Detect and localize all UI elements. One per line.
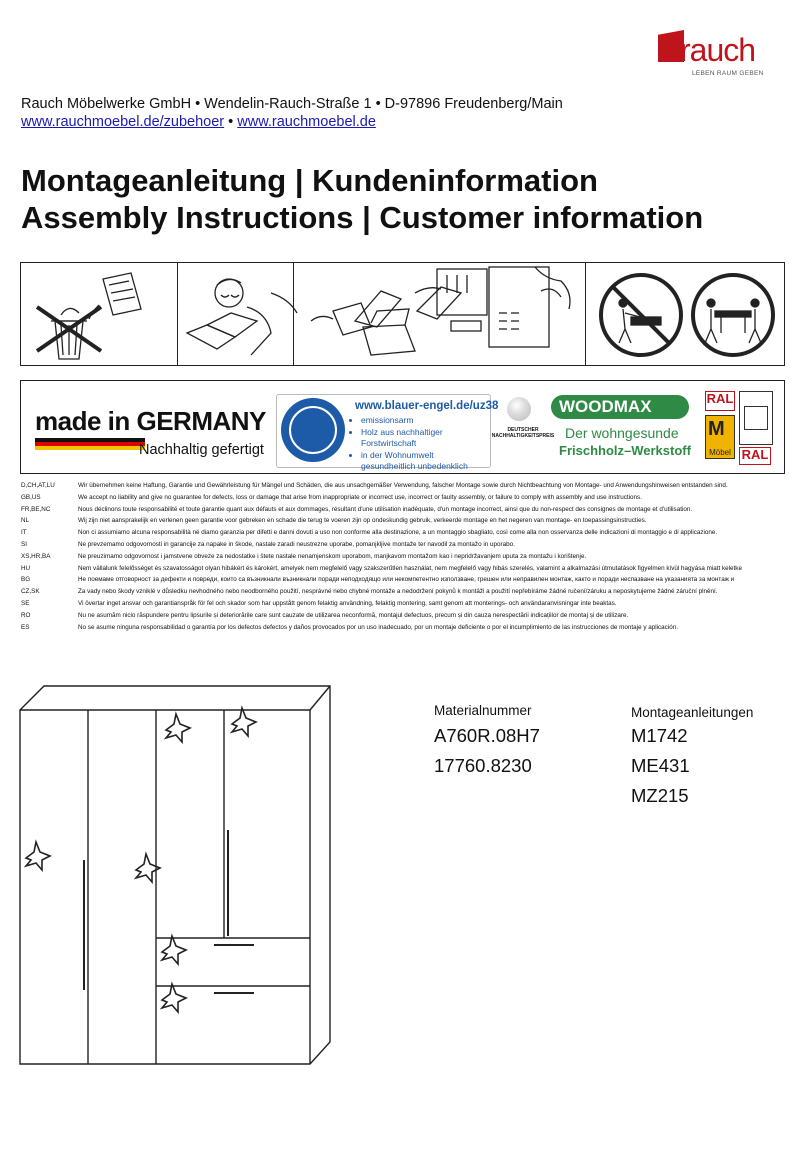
disclaimer-row bbox=[21, 504, 791, 516]
ral-badge-bottom: RAL bbox=[739, 447, 771, 465]
country-code: SI bbox=[21, 540, 27, 548]
made-in-germany: made in GERMANY bbox=[35, 406, 266, 436]
german-mark-badge bbox=[739, 391, 773, 445]
page-title bbox=[21, 162, 703, 236]
blauer-engel-points bbox=[351, 415, 490, 473]
country-code: D,CH,AT,LU bbox=[21, 482, 55, 489]
disclaimer-text: Nous déclinons toute responsabilité et toute garantie quant aux défauts et aux dommages, résultant d'une utilisation inadéquate, d'un montage incorrect, ainsi que du non-respect des consignes de montage et d'utilisation. bbox=[78, 505, 693, 513]
woodmax-logo: WOODMAX bbox=[551, 395, 689, 419]
logo-word: rauch bbox=[680, 32, 756, 68]
pictogram-strip bbox=[20, 262, 785, 366]
read-instructions-icon bbox=[187, 279, 297, 355]
disclaimer-text: No se asume ninguna responsabilidad o garantía por los defectos defectos y daños provocados por un uso inadecuado, por un montaje deficiente o por el incumplimiento de las instrucciones de montaje y aplicación. bbox=[78, 623, 678, 631]
accessories-link[interactable]: www.rauchmoebel.de/zubehoer bbox=[21, 114, 225, 130]
disclaimer-row bbox=[21, 574, 791, 586]
material-number-label: Materialnummer bbox=[434, 703, 532, 718]
disclaimer-text: Vi övertar inget ansvar och garantianspråk för fel och skador som har uppstått genom felaktig användning, felaktig montering, samt genom att monterings- och användaranvisningar inte beaktas. bbox=[78, 599, 617, 607]
award-ball-icon bbox=[507, 397, 531, 421]
country-code: XS,HR,BA bbox=[21, 552, 51, 560]
country-code: IT bbox=[21, 529, 27, 537]
disclaimer-text: Не поемаме отговорност за дефекти и повреди, които са възникнали възникнали поради неподходящо или некомпетентно използване, грешен или неправилен монтаж, както и поради неспазване на указанията за монтаж и bbox=[78, 576, 735, 584]
do-not-discard-icon bbox=[37, 273, 141, 359]
disclaimer-row bbox=[21, 563, 791, 575]
assembly-instruction-code: MZ215 bbox=[631, 785, 689, 806]
material-number: 17760.8230 bbox=[434, 755, 532, 776]
country-code: BG bbox=[21, 576, 31, 584]
woodmax-line2: Frischholz–Werkstoff bbox=[559, 443, 691, 458]
country-code: RO bbox=[21, 611, 31, 619]
disclaimer-row bbox=[21, 586, 791, 598]
certification-bar bbox=[20, 380, 785, 474]
material-number: A760R.08H7 bbox=[434, 725, 540, 746]
title-line-english: Assembly Instructions | Customer information bbox=[21, 200, 704, 235]
store-instructions-icon bbox=[311, 267, 570, 355]
moebel-m-badge: M Möbel bbox=[705, 415, 735, 459]
country-code: NL bbox=[21, 517, 30, 525]
star-decoration-icon bbox=[26, 708, 256, 1012]
disclaimer-row bbox=[21, 610, 791, 622]
country-code: ES bbox=[21, 623, 30, 631]
country-code: SE bbox=[21, 599, 30, 607]
assembly-instruction-code: ME431 bbox=[631, 755, 690, 776]
company-links bbox=[21, 114, 376, 130]
disclaimer-row bbox=[21, 598, 791, 610]
assembly-instruction-code: M1742 bbox=[631, 725, 688, 746]
disclaimer-row bbox=[21, 622, 791, 634]
title-line-german: Montageanleitung | Kundeninformation bbox=[21, 163, 598, 198]
disclaimer-text: Wir übernehmen keine Haftung, Garantie und Gewährleistung für Mängel und Schäden, die aus unsachgemäßer Verwendung, falscher Montage sowie durch Nichtbeachtung von Montage- und Anwendungshinweisen entstanden sind. bbox=[78, 482, 728, 489]
two-person-lift-icon bbox=[601, 275, 773, 355]
disclaimer-text: Nem vállalunk felelősséget és szavatosságot olyan hibákért és károkért, amelyek nem megfelelő vagy szakszerűtlen használat, nem megfelelő vagy hibás szerelés, valamint a alkalmazási útmutatások figyelmen kívül hagyása miatt keletke bbox=[78, 564, 742, 572]
disclaimer-text: Ne preuzimamo odgovornost i jamstvene obveze za nedostatke i štete nastale nenamjenskom uporabom, manjkavom montažom kao i nepridržavanjem uputa za montažu i korištenje. bbox=[78, 552, 587, 560]
disclaimer-text: We accept no liability and give no guarantee for defects, loss or damage that arise from inappropriate or incorrect use, incorrect or faulty assembly, or failure to comply with assembly and use instructions. bbox=[78, 493, 642, 501]
disclaimer-text: Za vady nebo škody vzniklé v důsledku nevhodného nebo neodborného použití, nesprávné nebo chybné montáže a nedodržení pokynů k montáži a použití nepřebíráme žádné ručení/záruku a neposkytujeme žádné záruční plnění. bbox=[78, 588, 718, 596]
blauer-engel-icon bbox=[281, 398, 345, 462]
country-code: FR,BE,NC bbox=[21, 505, 51, 513]
disclaimer-text: Wij zijn niet aansprakelijk en verlenen geen garantie voor gebreken en schade die terug te voeren zijn op ondeskundig gebruik, verkeerde montage en het negeren van montage- en toepassingsinstructies. bbox=[78, 517, 647, 525]
country-code: HU bbox=[21, 564, 31, 572]
disclaimer-row bbox=[21, 539, 791, 551]
disclaimer-row bbox=[21, 551, 791, 563]
made-in-subtitle: Nachhaltig gefertigt bbox=[139, 442, 264, 458]
logo-tagline: LEBEN RAUM GEBEN bbox=[692, 70, 764, 77]
disclaimer-row bbox=[21, 480, 791, 492]
disclaimer-text: Ne prevzemamo odgovornosti in garancije za napake in škode, nastale zaradi neustrezne uporabe, pomanjkljive montaže ter navodil za montažo in uporabo. bbox=[78, 540, 515, 548]
disclaimer-row bbox=[21, 527, 791, 539]
country-code: CZ,SK bbox=[21, 588, 40, 596]
blauer-engel-badge bbox=[276, 394, 499, 471]
company-address: Rauch Möbelwerke GmbH • Wendelin-Rauch-Straße 1 • D-97896 Freudenberg/Main bbox=[21, 96, 563, 112]
country-code: GB,US bbox=[21, 493, 41, 501]
blauer-engel-point: • emissionsarm bbox=[361, 415, 490, 427]
woodmax-badge bbox=[551, 395, 691, 465]
blauer-engel-point: • in der Wohnumwelt gesundheitlich unbedenklich bbox=[361, 450, 490, 473]
liability-disclaimer bbox=[21, 480, 791, 633]
disclaimer-row bbox=[21, 515, 791, 527]
disclaimer-row bbox=[21, 492, 791, 504]
assembly-instructions-label: Montageanleitungen bbox=[631, 705, 754, 720]
homepage-link[interactable]: www.rauchmoebel.de bbox=[237, 114, 376, 130]
rauch-logo bbox=[658, 28, 778, 88]
woodmax-line1: Der wohngesunde bbox=[565, 425, 679, 441]
moebel-label: Möbel bbox=[709, 448, 731, 457]
blauer-engel-point: • Holz aus nachhaltiger Forstwirtschaft bbox=[361, 427, 490, 450]
disclaimer-text: Non ci assumiamo alcuna responsabilità né diamo garanzia per difetti e danni dovuti a uso non conforme alla destinazione, a un montaggio sbagliato, così come alla non osservanza delle indicazioni di montaggio e di applicazione. bbox=[78, 529, 718, 537]
link-separator: • bbox=[224, 114, 238, 130]
award-label: DEUTSCHER NACHHALTIGKEITSPREIS bbox=[491, 427, 555, 439]
ral-badge-top: RAL bbox=[705, 391, 735, 411]
german-flag-icon bbox=[35, 438, 145, 450]
disclaimer-text: Nu ne asumăm nicio răspundere pentru lipsurile și deteriorările care sunt cauzate de utilizarea neconformă, montajul defectuos, precum și din cauza nerespectării indicațiilor de montaj și de utilizare. bbox=[78, 611, 629, 619]
blauer-engel-url: www.blauer-engel.de/uz38 bbox=[355, 400, 499, 412]
wardrobe-drawing bbox=[18, 680, 338, 1070]
